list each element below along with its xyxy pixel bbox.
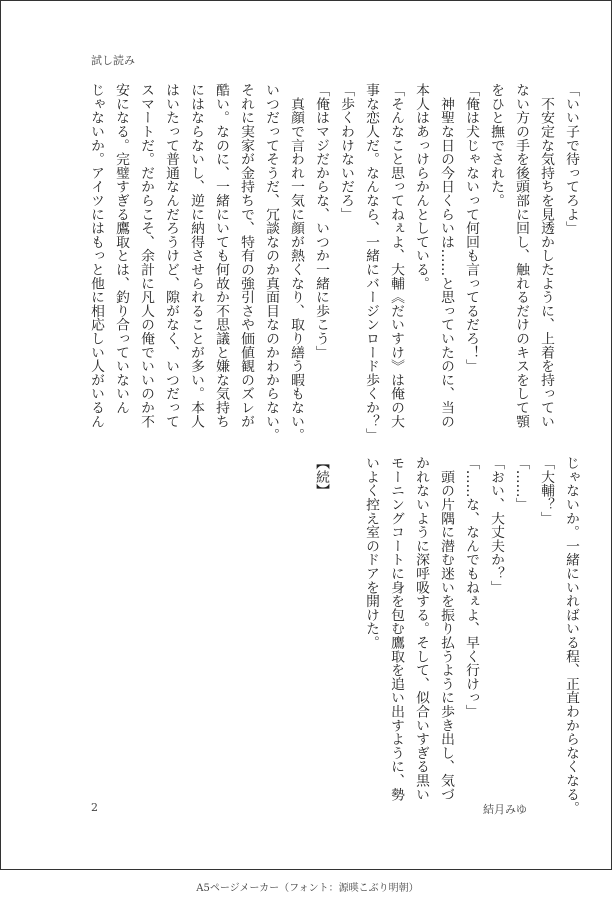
upper-text-block <box>83 83 583 442</box>
text-line: 「歩くわけないだろ」 <box>338 83 354 221</box>
text-line: 不安定な気持ちを見透かしたように、上着を持ってい <box>538 83 554 428</box>
text-line: それに実家が金持ちで、特有の強引さや価値観のズレが <box>238 83 254 428</box>
text-line: はいたって普通なんだろうけど、隙がなく、いつだって <box>163 83 179 428</box>
continued-mark: 【続】 <box>313 456 329 498</box>
text-line: 「俺は犬じゃないって何回も言ってるだろ！」 <box>463 83 479 373</box>
page-header: 試し読み <box>91 54 135 67</box>
text-line: じゃないか。一緒にいればいる程、正直わからなくなる。 <box>563 456 579 815</box>
text-line: 「おい、大丈夫か？」 <box>488 456 504 594</box>
text-line: スマートだ。だからこそ、余計に凡人の俺でいいのか不 <box>138 83 154 428</box>
text-line: 頭の片隅に潜む迷いを振り払うように歩き出し、気づ <box>438 456 454 801</box>
text-line: 「……な、なんでもねぇよ、早く行けっ」 <box>463 456 479 719</box>
text-line: 真顔で言われ一気に顔が熱くなり、取り繕う暇もない。 <box>288 83 304 442</box>
text-line: 本人はあっけらかんとしている。 <box>413 83 429 290</box>
text-line: 安になる。完璧すぎる鷹取とは、釣り合っていないん <box>113 83 129 415</box>
text-line: にはならないし、逆に納得させられることが多い。本人 <box>188 83 204 428</box>
text-line: 「大輔？」 <box>538 456 554 525</box>
author-name: 結月みゆ <box>483 803 527 816</box>
text-line: 「俺はマジだからな、いつか一緒に歩こう」 <box>313 83 329 359</box>
text-line: じゃないか。アイツにはもっと他に相応しい人がいるん <box>88 83 104 428</box>
text-line: 「いい子で待ってろよ」 <box>563 83 579 235</box>
page-number: 2 <box>91 801 98 814</box>
text-line: をひと撫でされた。 <box>488 83 504 208</box>
text-line: 事な恋人だ。なんなら、一緒にバージンロード歩くか？」 <box>363 83 379 442</box>
text-line: モーニングコートに身を包む鷹取を追い出すように、勢 <box>388 456 404 801</box>
text-line: 神聖な日の今日くらいは……と思っていたのに、当の <box>438 83 454 428</box>
text-line: 酷い。なのに、一緒にいても何故か不思議と嫌な気持ち <box>213 83 229 428</box>
text-line: いつだってそうだ、冗談なのか真面目なのかわからない。 <box>263 83 279 442</box>
text-line: ない方の手を後頭部に回し、触れるだけのキスをして顎 <box>513 83 529 428</box>
text-line: いよく控え室のドアを開けた。 <box>363 456 379 650</box>
text-line: かれないように深呼吸する。そして、似合いすぎる黒い <box>413 456 429 801</box>
blank-line <box>333 456 358 796</box>
footer-credit: A5ページメーカー（フォント：源暎こぶり明朝） <box>196 883 419 894</box>
text-line: 「……」 <box>513 456 529 512</box>
text-line: 「そんなこと思ってねぇよ、大輔《だいすけ》は俺の大 <box>388 83 404 428</box>
